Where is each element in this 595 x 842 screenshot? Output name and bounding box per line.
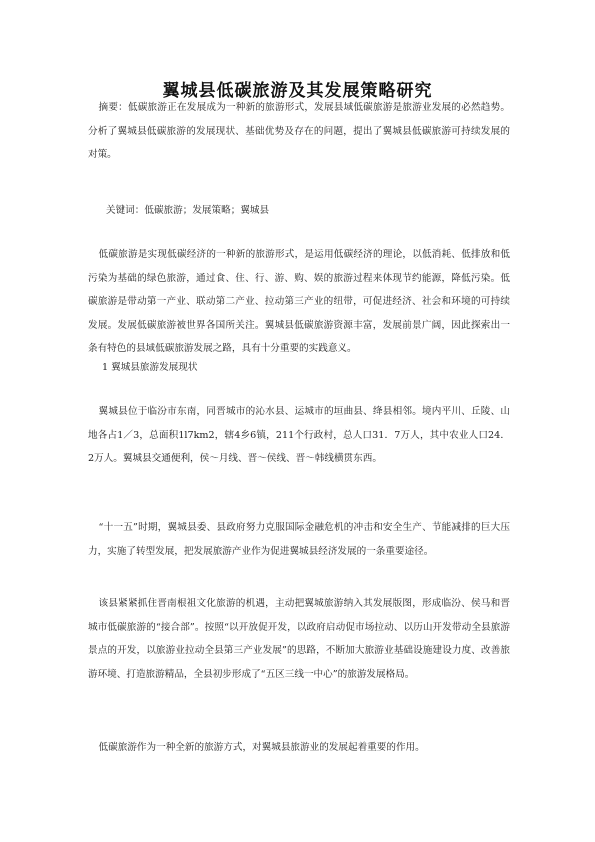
keyword-item: 低碳旅游 [144, 205, 183, 216]
paper-title: 翼城县低碳旅游及其发展策略研究 [162, 81, 433, 101]
body-paragraph: 低碳旅游作为一种全新的旅游方式，对翼城县旅游业的发展起着重要的作用。 [98, 742, 425, 753]
keywords-line: 关键词：低碳旅游；发展策略；翼城县 [106, 205, 270, 216]
keywords-label: 关键词： [106, 205, 145, 216]
intro-paragraph: 低碳旅游是实现低碳经济的一种新的旅游形式，是运用低碳经济的理论，以低消耗、低排放和低污染为基础的绿色旅游，通过食、住、行、游、购、娱的旅游过程来体现节约能源，降低污染。低碳旅游是带动第一产业、联动第二产业、拉动第三产业的纽带，可促进经济、社会和环境的可持续发展。发展低碳旅游被世界各国所关注。翼城县低碳旅游资源丰富，发展前景广阔，因此探索出一条有特色的县域低碳旅游发展之路，具有十分重要的实践意义。 [88, 249, 510, 354]
body-paragraph: 翼城县位于临汾市东南，同晋城市的沁水县、运城市的垣曲县、绛县相邻。境内平川、丘陵、山地各占1／3，总面积1l7km2，辖4乡6镇，211个行政村，总人口31．7万人，其中农业人口24．2万人。翼城县交通便利，侯～月线、晋～侯线、晋～韩线横贯东西。 [88, 406, 510, 464]
abstract-paragraph [88, 96, 510, 167]
section-heading: 1 翼城县旅游发展现状 [102, 362, 198, 373]
keyword-item: 翼城县 [240, 205, 270, 216]
keyword-item: 发展策略 [192, 205, 231, 216]
body-paragraph: 该县紧紧抓住晋南根祖文化旅游的机遇，主动把翼城旅游纳入其发展版图，形成临汾、侯马和晋城市低碳旅游的“接合部”。按照“以开放促开发，以政府启动促市场拉动、以历山开发带动全县旅游景点的开发，以旅游业拉动全县第三产业发展”的思路，不断加大旅游业基础设施建设力度、改善旅游环境、打造旅游精品，全县初步形成了“五区三线一中心”的旅游发展格局。 [88, 598, 510, 680]
abstract-label: 摘要： [98, 102, 128, 113]
body-paragraph: “十一五”时期，翼城县委、县政府努力克服国际金融危机的冲击和安全生产、节能减排的巨大压力，实施了转型发展，把发展旅游产业作为促进翼城县经济发展的一条重要途径。 [88, 522, 510, 557]
abstract-text: 低碳旅游正在发展成为一种新的旅游形式，发展县域低碳旅游是旅游业发展的必然趋势。分析了翼城县低碳旅游的发展现状、基础优势及存在的问题，提出了翼城县低碳旅游可持续发展的对策。 [88, 102, 511, 160]
